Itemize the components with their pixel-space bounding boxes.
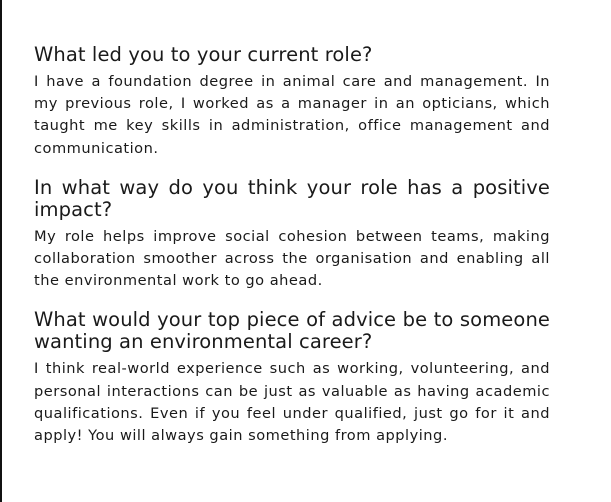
answer-paragraph: I have a foundation degree in animal care and management. In my previous role, I worked as a manager in an opticians, which taught me key skills in administration, office management and communication. [34, 73, 550, 157]
answer-paragraph: I think real-world experience such as working, volunteering, and personal interactions can be just as valuable as having academic qualifications. Even if you feel under qualified, just go for it and apply! You will always gain something from applying. [34, 360, 550, 445]
page-edge-rule [0, 0, 2, 502]
interview-content [34, 44, 550, 464]
qa-section-current-role [34, 44, 550, 160]
answer-paragraph: My role helps improve social cohesion between teams, making collaboration smoother across the organisation and enabling all the environmental work to go ahead. [34, 227, 550, 290]
question-heading: What led you to your current role? [34, 43, 373, 66]
qa-section-career-advice [34, 309, 550, 447]
question-heading: In what way do you think your role has a positive impact? [34, 175, 550, 221]
question-heading: What would your top piece of advice be to someone wanting an environmental career? [34, 308, 550, 354]
qa-section-positive-impact [34, 177, 550, 293]
